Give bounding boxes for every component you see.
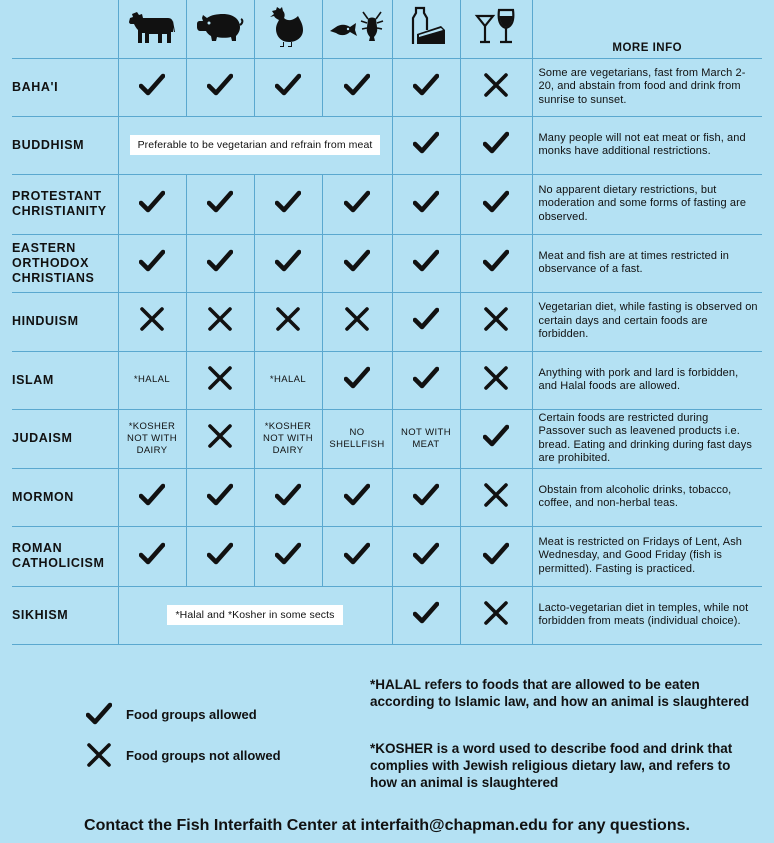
cross-icon	[207, 424, 233, 448]
merged-note-cell	[118, 586, 392, 644]
allowed-cell	[118, 468, 186, 526]
legend-not-allowed	[86, 743, 281, 767]
check-icon	[413, 73, 439, 97]
religion-name: ROMAN CATHOLICISM	[12, 526, 118, 586]
allowed-cell	[322, 351, 392, 409]
allowed-cell	[460, 409, 532, 468]
allowed-cell	[118, 174, 186, 234]
check-icon	[275, 73, 301, 97]
not-allowed-cell	[186, 292, 254, 351]
not-allowed-cell	[254, 292, 322, 351]
more-info-header: MORE INFO	[532, 0, 762, 58]
chicken-icon	[254, 0, 322, 58]
cow-icon	[118, 0, 186, 58]
more-info-text: Many people will not eat meat or fish, and monks have additional restrictions.	[532, 116, 762, 174]
check-icon	[413, 601, 439, 625]
check-icon	[483, 190, 509, 214]
religion-row	[12, 234, 762, 292]
check-icon	[413, 307, 439, 331]
check-icon	[344, 483, 370, 507]
cross-icon	[483, 307, 509, 331]
more-info-text: Meat is restricted on Fridays of Lent, Ash Wednesday, and Good Friday (fish is permitted). Fasting is practiced.	[532, 526, 762, 586]
contact-footer: Contact the Fish Interfaith Center at interfaith@chapman.edu for any questions.	[84, 817, 690, 834]
religion-row	[12, 351, 762, 409]
allowed-cell	[460, 234, 532, 292]
check-icon	[483, 249, 509, 273]
allowed-cell	[186, 234, 254, 292]
allowed-cell	[460, 526, 532, 586]
allowed-cell	[460, 174, 532, 234]
not-allowed-cell	[186, 351, 254, 409]
check-icon	[413, 483, 439, 507]
religion-name: JUDAISM	[12, 409, 118, 468]
more-info-text: Anything with pork and lard is forbidden, and Halal foods are allowed.	[532, 351, 762, 409]
not-allowed-cell	[460, 468, 532, 526]
religion-name: BUDDHISM	[12, 116, 118, 174]
check-icon	[344, 542, 370, 566]
check-icon	[275, 483, 301, 507]
allowed-cell	[392, 174, 460, 234]
check-icon	[207, 542, 233, 566]
cross-icon	[483, 73, 509, 97]
check-icon	[139, 73, 165, 97]
fish-seafood-icon	[322, 0, 392, 58]
allowed-cell	[254, 58, 322, 116]
check-icon	[344, 249, 370, 273]
allowed-cell	[392, 468, 460, 526]
religion-name: ISLAM	[12, 351, 118, 409]
check-icon	[207, 483, 233, 507]
allowed-cell	[392, 58, 460, 116]
allowed-cell	[186, 526, 254, 586]
allowed-cell	[392, 586, 460, 644]
not-allowed-cell	[460, 292, 532, 351]
legend-not-allowed-label: Food groups not allowed	[126, 747, 281, 763]
cross-icon	[483, 601, 509, 625]
allowed-cell	[254, 174, 322, 234]
not-allowed-cell	[118, 292, 186, 351]
religion-row	[12, 292, 762, 351]
religion-name: HINDUISM	[12, 292, 118, 351]
check-icon	[139, 249, 165, 273]
more-info-text: No apparent dietary restrictions, but moderation and some forms of fasting are observed.	[532, 174, 762, 234]
dietary-table	[12, 0, 762, 645]
allowed-cell	[186, 58, 254, 116]
allowed-cell	[392, 351, 460, 409]
condition-text: *KOSHER NOT WITH DAIRY	[127, 420, 177, 456]
check-icon	[275, 542, 301, 566]
condition-text: NOT WITH MEAT	[401, 426, 451, 450]
check-icon	[413, 190, 439, 214]
more-info-text: Vegetarian diet, while fasting is observed on certain days and certain foods are forbidden.	[532, 292, 762, 351]
header-blank	[12, 0, 118, 58]
halal-note: *HALAL refers to foods that are allowed to be eaten according to Islamic law, and how an animal is slaughtered	[370, 677, 750, 709]
legend-allowed-label: Food groups allowed	[126, 706, 257, 722]
wine-cocktail-icon	[460, 0, 532, 58]
allowed-cell	[322, 526, 392, 586]
religion-row	[12, 116, 762, 174]
cross-icon	[207, 366, 233, 390]
cross-icon	[139, 307, 165, 331]
religion-name: EASTERN ORTHODOX CHRISTIANS	[12, 234, 118, 292]
allowed-cell	[186, 468, 254, 526]
religion-name: BAHA'I	[12, 58, 118, 116]
check-icon	[413, 542, 439, 566]
allowed-cell	[392, 526, 460, 586]
check-icon	[344, 366, 370, 390]
check-icon	[275, 249, 301, 273]
allowed-cell	[392, 292, 460, 351]
conditional-cell	[254, 351, 322, 409]
cross-icon	[207, 307, 233, 331]
check-icon	[207, 73, 233, 97]
conditional-cell	[392, 409, 460, 468]
religion-name: PROTESTANT CHRISTIANITY	[12, 174, 118, 234]
check-icon	[86, 702, 112, 726]
not-allowed-cell	[186, 409, 254, 468]
allowed-cell	[322, 174, 392, 234]
religion-name: SIKHISM	[12, 586, 118, 644]
check-icon	[413, 131, 439, 155]
legend-allowed	[86, 702, 257, 726]
allowed-cell	[254, 468, 322, 526]
merged-note: Preferable to be vegetarian and refrain from meat	[130, 135, 381, 155]
allowed-cell	[254, 234, 322, 292]
kosher-note: *KOSHER is a word used to describe food and drink that complies with Jewish religious dietary law, and refers to how an animal is slaughtered	[370, 741, 733, 790]
religion-name: MORMON	[12, 468, 118, 526]
dairy-icon	[392, 0, 460, 58]
allowed-cell	[392, 116, 460, 174]
allowed-cell	[392, 234, 460, 292]
check-icon	[413, 366, 439, 390]
cross-icon	[483, 366, 509, 390]
more-info-text: Certain foods are restricted during Passover such as leavened products i.e. bread. Eating and drinking during fast days are prohibited.	[532, 409, 762, 468]
check-icon	[483, 131, 509, 155]
condition-text: *HALAL	[269, 374, 307, 385]
check-icon	[207, 190, 233, 214]
merged-note-cell	[118, 116, 392, 174]
check-icon	[344, 190, 370, 214]
cross-icon	[275, 307, 301, 331]
allowed-cell	[322, 234, 392, 292]
religion-row	[12, 586, 762, 644]
cross-icon	[86, 743, 112, 767]
more-info-text: Some are vegetarians, fast from March 2-20, and abstain from food and drink from sunrise to sunset.	[532, 58, 762, 116]
check-icon	[413, 249, 439, 273]
check-icon	[275, 190, 301, 214]
condition-text: *HALAL	[133, 374, 171, 385]
allowed-cell	[186, 174, 254, 234]
not-allowed-cell	[322, 292, 392, 351]
allowed-cell	[118, 234, 186, 292]
not-allowed-cell	[460, 58, 532, 116]
check-icon	[139, 542, 165, 566]
check-icon	[207, 249, 233, 273]
check-icon	[139, 483, 165, 507]
check-icon	[483, 542, 509, 566]
allowed-cell	[322, 468, 392, 526]
not-allowed-cell	[460, 351, 532, 409]
check-icon	[483, 424, 509, 448]
conditional-cell	[322, 409, 392, 468]
religion-row	[12, 468, 762, 526]
conditional-cell	[118, 351, 186, 409]
condition-text: NO SHELLFISH	[329, 426, 385, 450]
religion-row	[12, 526, 762, 586]
allowed-cell	[254, 526, 322, 586]
condition-text: *KOSHER NOT WITH DAIRY	[263, 420, 313, 456]
merged-note: *Halal and *Kosher in some sects	[167, 605, 342, 625]
conditional-cell	[118, 409, 186, 468]
header-row	[12, 0, 762, 58]
more-info-text: Obstain from alcoholic drinks, tobacco, coffee, and non-herbal teas.	[532, 468, 762, 526]
cross-icon	[483, 483, 509, 507]
allowed-cell	[118, 526, 186, 586]
religion-row	[12, 58, 762, 116]
allowed-cell	[322, 58, 392, 116]
cross-icon	[344, 307, 370, 331]
allowed-cell	[118, 58, 186, 116]
pig-icon	[186, 0, 254, 58]
not-allowed-cell	[460, 586, 532, 644]
check-icon	[139, 190, 165, 214]
religion-row	[12, 174, 762, 234]
more-info-text: Lacto-vegetarian diet in temples, while not forbidden from meats (individual choice).	[532, 586, 762, 644]
allowed-cell	[460, 116, 532, 174]
check-icon	[344, 73, 370, 97]
more-info-text: Meat and fish are at times restricted in observance of a fast.	[532, 234, 762, 292]
conditional-cell	[254, 409, 322, 468]
religion-row	[12, 409, 762, 468]
